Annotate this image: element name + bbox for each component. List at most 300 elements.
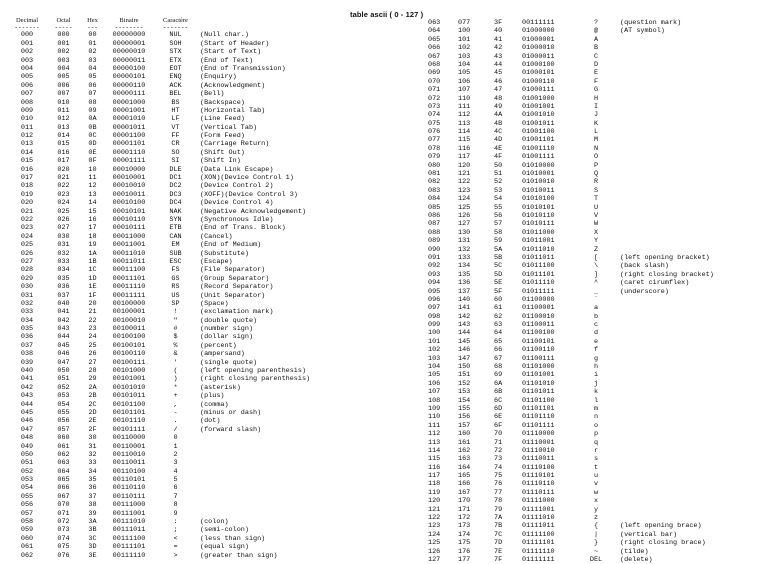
cell-binary: 01100010 bbox=[522, 312, 555, 321]
cell-description bbox=[608, 388, 768, 396]
cell-hex: 7E bbox=[494, 547, 503, 556]
cell-hex: 2A bbox=[88, 383, 97, 392]
table-row bbox=[8, 166, 340, 174]
table-row bbox=[428, 321, 768, 329]
cell-hex: 05 bbox=[88, 73, 97, 82]
cell-decimal: 042 bbox=[20, 383, 34, 392]
cell-char: GS bbox=[171, 274, 180, 283]
cell-decimal: 027 bbox=[20, 257, 34, 266]
cell-binary: 01010111 bbox=[522, 220, 555, 229]
cell-octal: 136 bbox=[458, 279, 471, 288]
table-row bbox=[8, 342, 340, 350]
cell-description: (Shift In) bbox=[200, 157, 241, 166]
cell-binary: 00010100 bbox=[112, 199, 146, 208]
cell-decimal: 059 bbox=[20, 526, 34, 535]
cell-description bbox=[608, 422, 768, 430]
cell-binary: 00010010 bbox=[112, 182, 146, 191]
table-row bbox=[8, 99, 340, 107]
cell-decimal: 075 bbox=[428, 119, 441, 128]
cell-binary: 00011001 bbox=[112, 241, 146, 250]
table-row bbox=[428, 363, 768, 371]
cell-char: P bbox=[593, 161, 599, 170]
cell-hex: 14 bbox=[88, 199, 97, 208]
cell-char: G bbox=[593, 86, 599, 95]
table-row bbox=[428, 489, 768, 497]
cell-hex: 64 bbox=[494, 329, 503, 338]
cell-char: DLE bbox=[169, 165, 182, 174]
cell-description bbox=[608, 170, 768, 178]
table-row bbox=[428, 388, 768, 396]
table-row bbox=[8, 266, 340, 274]
cell-binary: 00100011 bbox=[112, 325, 146, 334]
cell-char: v bbox=[593, 480, 599, 489]
cell-hex: 1C bbox=[88, 266, 97, 275]
cell-decimal: 046 bbox=[20, 417, 34, 426]
cell-octal: 167 bbox=[458, 488, 471, 497]
cell-char: : bbox=[173, 518, 178, 527]
cell-binary: 01011001 bbox=[522, 237, 555, 246]
cell-decimal: 087 bbox=[428, 220, 441, 229]
cell-hex: 42 bbox=[494, 44, 503, 53]
table-row bbox=[8, 317, 340, 325]
cell-binary: 01111100 bbox=[522, 530, 555, 539]
table-row bbox=[428, 170, 768, 178]
cell-binary: 00111011 bbox=[112, 526, 146, 535]
cell-char: f bbox=[593, 346, 599, 355]
cell-char: DC4 bbox=[169, 199, 182, 208]
cell-binary: 01011011 bbox=[522, 253, 555, 262]
table-row bbox=[8, 31, 340, 39]
table-row bbox=[8, 182, 340, 190]
cell-decimal: 019 bbox=[20, 190, 34, 199]
cell-char: h bbox=[593, 363, 599, 372]
cell-description: (Group Separator) bbox=[200, 274, 270, 283]
cell-description bbox=[608, 430, 768, 438]
cell-hex: 35 bbox=[88, 476, 97, 485]
table-row bbox=[8, 384, 340, 392]
cell-hex: 4D bbox=[494, 136, 503, 145]
cell-decimal: 036 bbox=[20, 333, 34, 342]
table-row bbox=[8, 233, 340, 241]
cell-hex: 2B bbox=[88, 392, 97, 401]
cell-char: SO bbox=[171, 148, 180, 157]
cell-description: (dollar sign) bbox=[200, 333, 254, 342]
cell-hex: 0D bbox=[88, 140, 97, 149]
cell-char: z bbox=[593, 514, 599, 523]
table-row bbox=[8, 124, 340, 132]
cell-binary: 01100110 bbox=[522, 346, 555, 355]
table-row bbox=[8, 48, 340, 56]
table-row bbox=[428, 371, 768, 379]
cell-octal: 176 bbox=[458, 547, 471, 556]
cell-hex: 4C bbox=[494, 128, 503, 137]
table-row bbox=[428, 44, 768, 52]
cell-char: EOT bbox=[169, 64, 182, 73]
cell-hex: 04 bbox=[88, 64, 97, 73]
cell-decimal: 056 bbox=[20, 501, 34, 510]
cell-octal: 130 bbox=[458, 228, 471, 237]
cell-decimal: 000 bbox=[20, 31, 34, 40]
table-row bbox=[428, 136, 768, 144]
cell-char: & bbox=[173, 350, 178, 359]
table-row bbox=[428, 120, 768, 128]
cell-char: A bbox=[593, 35, 599, 44]
cell-decimal: 083 bbox=[428, 186, 441, 195]
cell-char: t bbox=[593, 463, 599, 472]
cell-char: 5 bbox=[173, 476, 178, 485]
cell-decimal: 109 bbox=[428, 404, 441, 413]
cell-hex: 7C bbox=[494, 530, 503, 539]
cell-binary: 00110011 bbox=[112, 459, 146, 468]
cell-char: ~ bbox=[593, 547, 599, 556]
cell-hex: 16 bbox=[88, 215, 97, 224]
table-row bbox=[428, 19, 768, 27]
cell-binary: 01010011 bbox=[522, 186, 555, 195]
table-row bbox=[428, 338, 768, 346]
cell-char: ) bbox=[173, 375, 178, 384]
cell-decimal: 048 bbox=[20, 434, 34, 443]
header-char: Caractère bbox=[163, 17, 188, 24]
cell-binary: 00011111 bbox=[112, 291, 146, 300]
table-row bbox=[8, 149, 340, 157]
cell-binary: 01101010 bbox=[522, 379, 555, 388]
cell-binary: 01010010 bbox=[522, 178, 555, 187]
cell-octal: 002 bbox=[57, 48, 70, 57]
cell-description bbox=[608, 355, 768, 363]
cell-binary: 00101111 bbox=[112, 425, 146, 434]
cell-octal: 144 bbox=[458, 329, 471, 338]
cell-char: E bbox=[593, 69, 599, 78]
cell-description: (minus or dash) bbox=[200, 408, 262, 417]
table-row bbox=[8, 417, 340, 425]
cell-octal: 132 bbox=[458, 245, 471, 254]
cell-description: (number sign) bbox=[200, 325, 254, 334]
cell-description: (Record Separator) bbox=[200, 283, 274, 292]
cell-description bbox=[608, 464, 768, 472]
cell-hex: 63 bbox=[494, 321, 503, 330]
cell-octal: 101 bbox=[458, 35, 471, 44]
cell-binary: 01000110 bbox=[522, 77, 555, 86]
table-row bbox=[8, 476, 340, 484]
cell-octal: 074 bbox=[57, 534, 70, 543]
cell-description bbox=[608, 472, 768, 480]
table-row bbox=[8, 392, 340, 400]
cell-decimal: 032 bbox=[20, 299, 34, 308]
cell-hex: 74 bbox=[494, 463, 503, 472]
cell-binary: 00110010 bbox=[112, 450, 146, 459]
cell-char: FF bbox=[171, 132, 180, 141]
table-row bbox=[8, 426, 340, 434]
cell-octal: 037 bbox=[57, 291, 70, 300]
cell-hex: 55 bbox=[494, 203, 503, 212]
table-row bbox=[8, 132, 340, 140]
cell-description bbox=[608, 489, 768, 497]
cell-hex: 25 bbox=[88, 341, 97, 350]
cell-hex: 5D bbox=[494, 270, 503, 279]
cell-description: (Start of Header) bbox=[200, 39, 270, 48]
cell-decimal: 078 bbox=[428, 144, 441, 153]
cell-char: $ bbox=[173, 333, 178, 342]
cell-description: (left opening bracket) bbox=[620, 253, 710, 262]
cell-decimal: 071 bbox=[428, 86, 441, 95]
table-row bbox=[8, 275, 340, 283]
cell-binary: 01111110 bbox=[522, 547, 555, 556]
cell-description bbox=[197, 468, 340, 476]
cell-octal: 162 bbox=[458, 446, 471, 455]
cell-octal: 120 bbox=[458, 161, 471, 170]
cell-octal: 026 bbox=[57, 215, 70, 224]
cell-description bbox=[608, 95, 768, 103]
cell-char: o bbox=[593, 421, 599, 430]
table-row bbox=[8, 510, 340, 518]
cell-hex: 51 bbox=[494, 170, 503, 179]
cell-octal: 001 bbox=[57, 39, 70, 48]
cell-octal: 027 bbox=[57, 224, 70, 233]
table-row bbox=[428, 27, 768, 35]
cell-hex: 1E bbox=[88, 283, 97, 292]
cell-octal: 123 bbox=[458, 186, 471, 195]
cell-decimal: 028 bbox=[20, 266, 34, 275]
table-row bbox=[8, 308, 340, 316]
cell-octal: 156 bbox=[458, 413, 471, 422]
cell-description bbox=[608, 397, 768, 405]
cell-binary: 01110010 bbox=[522, 446, 555, 455]
divider-octal: ----- bbox=[54, 24, 73, 32]
cell-description bbox=[197, 459, 340, 467]
cell-octal: 025 bbox=[57, 207, 70, 216]
cell-hex: 33 bbox=[88, 459, 97, 468]
cell-octal: 065 bbox=[57, 476, 70, 485]
cell-binary: 01000111 bbox=[522, 86, 555, 95]
cell-hex: 3C bbox=[88, 534, 97, 543]
cell-binary: 01100000 bbox=[522, 295, 555, 304]
cell-octal: 121 bbox=[458, 170, 471, 179]
cell-hex: 4A bbox=[494, 111, 503, 120]
cell-octal: 140 bbox=[458, 295, 471, 304]
cell-description: (Carriage Return) bbox=[200, 140, 270, 149]
cell-hex: 0B bbox=[88, 123, 97, 132]
cell-char: } bbox=[593, 539, 599, 548]
cell-char: F bbox=[593, 77, 599, 86]
cell-char: / bbox=[173, 425, 178, 434]
cell-binary: 01100101 bbox=[522, 337, 555, 346]
table-row bbox=[428, 422, 768, 430]
cell-char: I bbox=[593, 102, 599, 111]
cell-decimal: 095 bbox=[428, 287, 441, 296]
cell-hex: 57 bbox=[494, 220, 503, 229]
cell-char: s bbox=[593, 455, 599, 464]
cell-decimal: 057 bbox=[20, 509, 34, 518]
cell-description bbox=[608, 304, 768, 312]
cell-char: l bbox=[593, 396, 599, 405]
cell-binary: 01001011 bbox=[522, 119, 555, 128]
cell-description: (Data Link Escape) bbox=[200, 165, 274, 174]
cell-hex: 68 bbox=[494, 363, 503, 372]
cell-hex: 60 bbox=[494, 295, 503, 304]
cell-char: SP bbox=[171, 299, 180, 308]
cell-binary: 01110101 bbox=[522, 472, 555, 481]
cell-decimal: 038 bbox=[20, 350, 34, 359]
cell-hex: 2D bbox=[88, 408, 97, 417]
cell-decimal: 088 bbox=[428, 228, 441, 237]
table-row bbox=[428, 497, 768, 505]
table-row bbox=[428, 111, 768, 119]
table-row bbox=[428, 237, 768, 245]
cell-binary: 01000011 bbox=[522, 52, 555, 61]
cell-binary: 01010101 bbox=[522, 203, 555, 212]
cell-decimal: 018 bbox=[20, 182, 34, 191]
cell-octal: 131 bbox=[458, 237, 471, 246]
cell-hex: 10 bbox=[88, 165, 97, 174]
cell-description bbox=[197, 493, 340, 501]
cell-decimal: 100 bbox=[428, 329, 441, 338]
cell-decimal: 015 bbox=[20, 157, 34, 166]
cell-decimal: 110 bbox=[428, 413, 441, 422]
cell-binary: 01111001 bbox=[522, 505, 555, 514]
cell-char: w bbox=[593, 488, 599, 497]
cell-hex: 3F bbox=[494, 19, 503, 27]
cell-hex: 00 bbox=[88, 31, 97, 40]
cell-char: EM bbox=[171, 241, 180, 250]
cell-octal: 160 bbox=[458, 430, 471, 439]
cell-hex: 45 bbox=[494, 69, 503, 78]
cell-char: C bbox=[593, 52, 599, 61]
cell-char: 8 bbox=[173, 501, 178, 510]
cell-description bbox=[197, 484, 340, 492]
cell-char: M bbox=[593, 136, 599, 145]
table-row bbox=[428, 86, 768, 94]
cell-hex: 2C bbox=[88, 400, 97, 409]
cell-octal: 050 bbox=[57, 367, 70, 376]
cell-octal: 045 bbox=[57, 341, 70, 350]
table-row bbox=[428, 220, 768, 228]
cell-description bbox=[608, 220, 768, 228]
cell-octal: 175 bbox=[458, 539, 471, 548]
cell-description: (right closing brace) bbox=[620, 539, 706, 548]
cell-decimal: 102 bbox=[428, 346, 441, 355]
table-row bbox=[428, 279, 768, 287]
cell-hex: 7F bbox=[494, 556, 503, 564]
cell-decimal: 050 bbox=[20, 450, 34, 459]
cell-binary: 00001001 bbox=[112, 106, 146, 115]
cell-octal: 115 bbox=[458, 136, 471, 145]
cell-description bbox=[608, 346, 768, 354]
cell-char: 1 bbox=[173, 442, 178, 451]
cell-hex: 41 bbox=[494, 35, 503, 44]
table-row bbox=[428, 346, 768, 354]
cell-description: (Escape) bbox=[200, 257, 233, 266]
cell-binary: 00100100 bbox=[112, 333, 146, 342]
cell-hex: 6D bbox=[494, 404, 503, 413]
cell-description bbox=[608, 447, 768, 455]
cell-binary: 00101000 bbox=[112, 367, 146, 376]
table-row bbox=[428, 480, 768, 488]
cell-decimal: 127 bbox=[428, 556, 441, 564]
cell-decimal: 094 bbox=[428, 279, 441, 288]
cell-hex: 13 bbox=[88, 190, 97, 199]
cell-octal: 023 bbox=[57, 190, 70, 199]
cell-decimal: 067 bbox=[428, 52, 441, 61]
cell-decimal: 112 bbox=[428, 430, 441, 439]
table-row bbox=[8, 325, 340, 333]
cell-binary: 00000000 bbox=[112, 31, 146, 40]
cell-decimal: 006 bbox=[20, 81, 34, 90]
cell-binary: 00011101 bbox=[112, 274, 146, 283]
cell-decimal: 106 bbox=[428, 379, 441, 388]
cell-decimal: 064 bbox=[428, 27, 441, 36]
cell-binary: 00000111 bbox=[112, 90, 146, 99]
cell-hex: 46 bbox=[494, 77, 503, 86]
cell-char: % bbox=[173, 341, 178, 350]
cell-octal: 051 bbox=[57, 375, 70, 384]
cell-decimal: 092 bbox=[428, 262, 441, 271]
cell-decimal: 105 bbox=[428, 371, 441, 380]
table-row bbox=[8, 199, 340, 207]
cell-decimal: 020 bbox=[20, 199, 34, 208]
cell-decimal: 047 bbox=[20, 425, 34, 434]
ascii-table-left bbox=[8, 17, 340, 560]
cell-octal: 030 bbox=[57, 232, 70, 241]
cell-hex: 30 bbox=[88, 434, 97, 443]
table-row bbox=[8, 40, 340, 48]
cell-description bbox=[608, 136, 768, 144]
table-row bbox=[428, 195, 768, 203]
cell-octal: 022 bbox=[57, 182, 70, 191]
cell-binary: 00110100 bbox=[112, 467, 146, 476]
cell-decimal: 023 bbox=[20, 224, 34, 233]
cell-decimal: 089 bbox=[428, 237, 441, 246]
table-row bbox=[428, 162, 768, 170]
cell-decimal: 002 bbox=[20, 48, 34, 57]
cell-hex: 58 bbox=[494, 228, 503, 237]
cell-octal: 060 bbox=[57, 434, 70, 443]
cell-decimal: 107 bbox=[428, 388, 441, 397]
cell-description: (Space) bbox=[200, 299, 229, 308]
cell-char: ( bbox=[173, 367, 178, 376]
cell-description bbox=[608, 212, 768, 220]
cell-binary: 00101011 bbox=[112, 392, 146, 401]
table-row bbox=[428, 95, 768, 103]
cell-description: (back slash) bbox=[620, 262, 669, 271]
cell-hex: 75 bbox=[494, 472, 503, 481]
cell-description: (percent) bbox=[200, 341, 237, 350]
cell-octal: 100 bbox=[458, 27, 471, 36]
table-row bbox=[428, 472, 768, 480]
cell-binary: 00110110 bbox=[112, 484, 146, 493]
table-row bbox=[8, 57, 340, 65]
cell-decimal: 061 bbox=[20, 543, 34, 552]
cell-octal: 153 bbox=[458, 388, 471, 397]
cell-description bbox=[608, 506, 768, 514]
table-row bbox=[8, 359, 340, 367]
cell-char: US bbox=[171, 291, 180, 300]
table-row bbox=[428, 556, 768, 564]
cell-decimal: 125 bbox=[428, 539, 441, 548]
cell-description bbox=[608, 497, 768, 505]
cell-hex: 4F bbox=[494, 153, 503, 162]
table-row bbox=[8, 434, 340, 442]
cell-description bbox=[197, 443, 340, 451]
cell-hex: 50 bbox=[494, 161, 503, 170]
table-row bbox=[428, 506, 768, 514]
header-binary: Binaire bbox=[119, 17, 139, 24]
cell-binary: 00001101 bbox=[112, 140, 146, 149]
cell-description bbox=[197, 501, 340, 509]
cell-char: B bbox=[593, 44, 599, 53]
cell-description: (Enquiry) bbox=[200, 73, 237, 82]
cell-hex: 69 bbox=[494, 371, 503, 380]
table-row bbox=[8, 107, 340, 115]
